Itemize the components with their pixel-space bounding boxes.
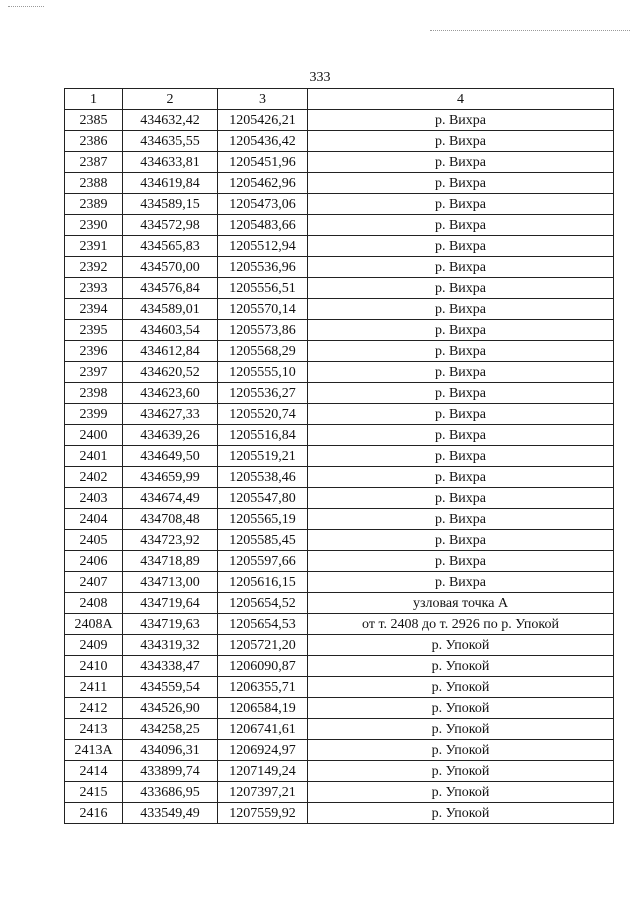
- x-coordinate: 434603,54: [123, 320, 218, 341]
- x-coordinate: 434659,99: [123, 467, 218, 488]
- point-number: 2392: [65, 257, 123, 278]
- x-coordinate: 434719,63: [123, 614, 218, 635]
- x-coordinate: 433549,49: [123, 803, 218, 824]
- x-coordinate: 434258,25: [123, 719, 218, 740]
- x-coordinate: 434576,84: [123, 278, 218, 299]
- point-number: 2415: [65, 782, 123, 803]
- y-coordinate: 1205516,84: [218, 425, 308, 446]
- y-coordinate: 1205570,14: [218, 299, 308, 320]
- point-number: 2399: [65, 404, 123, 425]
- y-coordinate: 1205536,27: [218, 383, 308, 404]
- header-col-3: 3: [218, 89, 308, 110]
- point-number: 2387: [65, 152, 123, 173]
- table-row: [65, 698, 614, 719]
- point-number: 2413: [65, 719, 123, 740]
- y-coordinate: 1205654,53: [218, 614, 308, 635]
- description: р. Вихра: [308, 131, 614, 152]
- x-coordinate: 434096,31: [123, 740, 218, 761]
- table-row: [65, 488, 614, 509]
- y-coordinate: 1206924,97: [218, 740, 308, 761]
- description: р. Вихра: [308, 509, 614, 530]
- y-coordinate: 1205520,74: [218, 404, 308, 425]
- table-row: [65, 656, 614, 677]
- point-number: 2388: [65, 173, 123, 194]
- x-coordinate: 434635,55: [123, 131, 218, 152]
- point-number: 2390: [65, 215, 123, 236]
- table-row: [65, 614, 614, 635]
- x-coordinate: 434572,98: [123, 215, 218, 236]
- description: р. Вихра: [308, 173, 614, 194]
- point-number: 2414: [65, 761, 123, 782]
- x-coordinate: 434612,84: [123, 341, 218, 362]
- x-coordinate: 434639,26: [123, 425, 218, 446]
- y-coordinate: 1205519,21: [218, 446, 308, 467]
- y-coordinate: 1205473,06: [218, 194, 308, 215]
- table-row: [65, 425, 614, 446]
- table-row: [65, 383, 614, 404]
- table-row: [65, 509, 614, 530]
- table-row: [65, 593, 614, 614]
- point-number: 2407: [65, 572, 123, 593]
- table-row: [65, 341, 614, 362]
- description: от т. 2408 до т. 2926 по р. Упокой: [308, 614, 614, 635]
- description: р. Вихра: [308, 404, 614, 425]
- table-row: [65, 257, 614, 278]
- table-row: [65, 446, 614, 467]
- description: р. Вихра: [308, 488, 614, 509]
- x-coordinate: 433899,74: [123, 761, 218, 782]
- y-coordinate: 1205568,29: [218, 341, 308, 362]
- description: р. Вихра: [308, 236, 614, 257]
- point-number: 2393: [65, 278, 123, 299]
- table-row: [65, 677, 614, 698]
- x-coordinate: 434619,84: [123, 173, 218, 194]
- description: р. Вихра: [308, 110, 614, 131]
- table-row: [65, 719, 614, 740]
- y-coordinate: 1205426,21: [218, 110, 308, 131]
- x-coordinate: 434713,00: [123, 572, 218, 593]
- table-row: [65, 320, 614, 341]
- y-coordinate: 1205555,10: [218, 362, 308, 383]
- x-coordinate: 434620,52: [123, 362, 218, 383]
- table-row: [65, 404, 614, 425]
- table-header-row: [65, 89, 614, 110]
- description: р. Упокой: [308, 677, 614, 698]
- y-coordinate: 1205436,42: [218, 131, 308, 152]
- table-row: [65, 803, 614, 824]
- point-number: 2410: [65, 656, 123, 677]
- header-col-1: 1: [65, 89, 123, 110]
- x-coordinate: 434570,00: [123, 257, 218, 278]
- point-number: 2408А: [65, 614, 123, 635]
- point-number: 2405: [65, 530, 123, 551]
- y-coordinate: 1205547,80: [218, 488, 308, 509]
- y-coordinate: 1206741,61: [218, 719, 308, 740]
- y-coordinate: 1205556,51: [218, 278, 308, 299]
- header-col-4: 4: [308, 89, 614, 110]
- point-number: 2409: [65, 635, 123, 656]
- x-coordinate: 434723,92: [123, 530, 218, 551]
- point-number: 2397: [65, 362, 123, 383]
- description: р. Упокой: [308, 719, 614, 740]
- description: р. Упокой: [308, 782, 614, 803]
- point-number: 2391: [65, 236, 123, 257]
- description: р. Вихра: [308, 278, 614, 299]
- description: р. Упокой: [308, 635, 614, 656]
- y-coordinate: 1205538,46: [218, 467, 308, 488]
- x-coordinate: 434674,49: [123, 488, 218, 509]
- y-coordinate: 1205565,19: [218, 509, 308, 530]
- description: р. Вихра: [308, 446, 614, 467]
- table-row: [65, 110, 614, 131]
- point-number: 2412: [65, 698, 123, 719]
- y-coordinate: 1207559,92: [218, 803, 308, 824]
- y-coordinate: 1206090,87: [218, 656, 308, 677]
- point-number: 2396: [65, 341, 123, 362]
- x-coordinate: 434632,42: [123, 110, 218, 131]
- x-coordinate: 433686,95: [123, 782, 218, 803]
- description: р. Упокой: [308, 740, 614, 761]
- point-number: 2408: [65, 593, 123, 614]
- y-coordinate: 1205536,96: [218, 257, 308, 278]
- x-coordinate: 434319,32: [123, 635, 218, 656]
- table-row: [65, 152, 614, 173]
- point-number: 2404: [65, 509, 123, 530]
- description: р. Вихра: [308, 362, 614, 383]
- point-number: 2413А: [65, 740, 123, 761]
- table-row: [65, 215, 614, 236]
- x-coordinate: 434526,90: [123, 698, 218, 719]
- x-coordinate: 434708,48: [123, 509, 218, 530]
- table-row: [65, 299, 614, 320]
- point-number: 2395: [65, 320, 123, 341]
- point-number: 2386: [65, 131, 123, 152]
- table-row: [65, 173, 614, 194]
- description: р. Вихра: [308, 572, 614, 593]
- y-coordinate: 1207397,21: [218, 782, 308, 803]
- y-coordinate: 1206355,71: [218, 677, 308, 698]
- table-row: [65, 194, 614, 215]
- x-coordinate: 434565,83: [123, 236, 218, 257]
- x-coordinate: 434633,81: [123, 152, 218, 173]
- description: р. Вихра: [308, 320, 614, 341]
- point-number: 2398: [65, 383, 123, 404]
- y-coordinate: 1206584,19: [218, 698, 308, 719]
- y-coordinate: 1205585,45: [218, 530, 308, 551]
- y-coordinate: 1205654,52: [218, 593, 308, 614]
- y-coordinate: 1205512,94: [218, 236, 308, 257]
- point-number: 2401: [65, 446, 123, 467]
- table-row: [65, 362, 614, 383]
- x-coordinate: 434649,50: [123, 446, 218, 467]
- description: р. Вихра: [308, 551, 614, 572]
- point-number: 2402: [65, 467, 123, 488]
- table-row: [65, 572, 614, 593]
- coordinates-table: [64, 88, 614, 824]
- point-number: 2389: [65, 194, 123, 215]
- point-number: 2400: [65, 425, 123, 446]
- description: р. Вихра: [308, 341, 614, 362]
- y-coordinate: 1205616,15: [218, 572, 308, 593]
- y-coordinate: 1205451,96: [218, 152, 308, 173]
- y-coordinate: 1205462,96: [218, 173, 308, 194]
- x-coordinate: 434589,15: [123, 194, 218, 215]
- table-row: [65, 131, 614, 152]
- table-body: [65, 110, 614, 824]
- page-number: 333: [309, 70, 331, 85]
- description: р. Вихра: [308, 299, 614, 320]
- point-number: 2416: [65, 803, 123, 824]
- description: р. Упокой: [308, 761, 614, 782]
- table-row: [65, 236, 614, 257]
- y-coordinate: 1205597,66: [218, 551, 308, 572]
- x-coordinate: 434559,54: [123, 677, 218, 698]
- table-row: [65, 467, 614, 488]
- y-coordinate: 1207149,24: [218, 761, 308, 782]
- table-row: [65, 278, 614, 299]
- point-number: 2406: [65, 551, 123, 572]
- description: р. Вихра: [308, 383, 614, 404]
- point-number: 2394: [65, 299, 123, 320]
- point-number: 2411: [65, 677, 123, 698]
- x-coordinate: 434623,60: [123, 383, 218, 404]
- scan-artifact: [430, 30, 630, 35]
- description: р. Вихра: [308, 257, 614, 278]
- table-row: [65, 635, 614, 656]
- description: р. Упокой: [308, 803, 614, 824]
- description: р. Вихра: [308, 467, 614, 488]
- table-row: [65, 740, 614, 761]
- description: р. Вихра: [308, 215, 614, 236]
- description: р. Вихра: [308, 530, 614, 551]
- table-row: [65, 782, 614, 803]
- x-coordinate: 434719,64: [123, 593, 218, 614]
- point-number: 2403: [65, 488, 123, 509]
- y-coordinate: 1205721,20: [218, 635, 308, 656]
- scan-artifact: [8, 6, 44, 11]
- description: р. Упокой: [308, 656, 614, 677]
- description: р. Вихра: [308, 152, 614, 173]
- x-coordinate: 434627,33: [123, 404, 218, 425]
- y-coordinate: 1205573,86: [218, 320, 308, 341]
- table-row: [65, 761, 614, 782]
- y-coordinate: 1205483,66: [218, 215, 308, 236]
- x-coordinate: 434718,89: [123, 551, 218, 572]
- description: р. Вихра: [308, 194, 614, 215]
- x-coordinate: 434338,47: [123, 656, 218, 677]
- x-coordinate: 434589,01: [123, 299, 218, 320]
- table-row: [65, 530, 614, 551]
- header-col-2: 2: [123, 89, 218, 110]
- description: р. Вихра: [308, 425, 614, 446]
- description: р. Упокой: [308, 698, 614, 719]
- description: узловая точка А: [308, 593, 614, 614]
- point-number: 2385: [65, 110, 123, 131]
- table-row: [65, 551, 614, 572]
